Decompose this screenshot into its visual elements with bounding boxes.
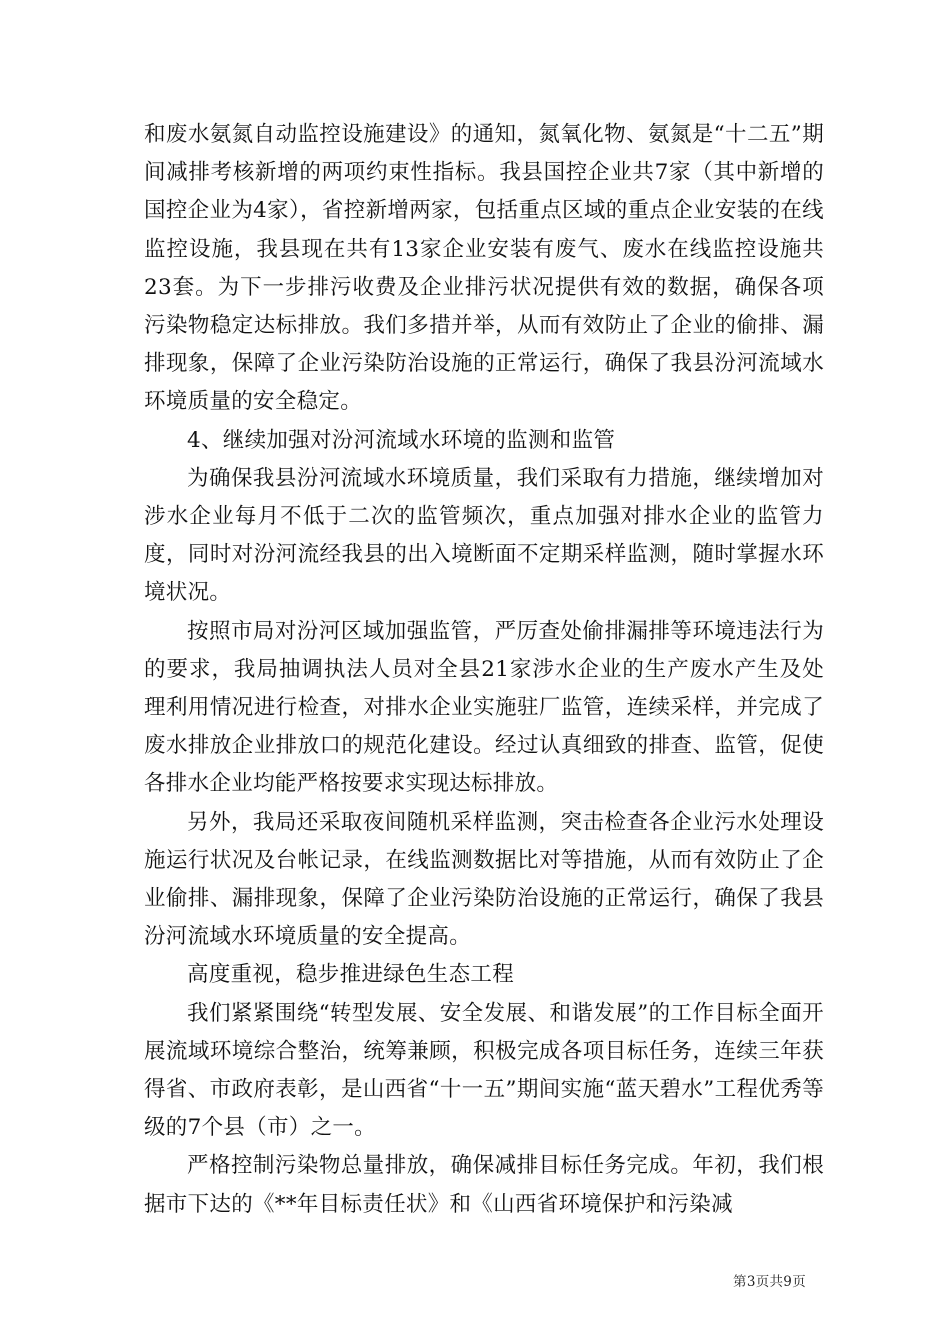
paragraph-water-quality: 为确保我县汾河流域水环境质量，我们采取有力措施，继续增加对涉水企业每月不低于二次的监管频次，重点加强对排水企业的监管力度，同时对汾河流经我县的出入境断面不定期采样监测，随时掌握水环境状况。	[144, 465, 824, 606]
section-heading-green-ecology: 高度重视，稳步推进绿色生态工程	[187, 962, 515, 988]
page-number-footer: 第3页共9页	[733, 1274, 806, 1290]
document-body	[144, 116, 824, 1224]
paragraph-continuation: 和废水氨氮自动监控设施建设》的通知，氮氧化物、氨氮是“十二五”期间减排考核新增的两项约束性指标。我县国控企业共7家（其中新增的国控企业为4家），省控新增两家，包括重点区域的重点企业安装的在线监控设施，我县现在共有13家企业安装有废气、废水在线监控设施共23套。为下一步排污收费及企业排污状况提供有效的数据，确保各项污染物稳定达标排放。我们多措并举，从而有效防止了企业的偷排、漏排现象，保障了企业污染防治设施的正常运行，确保了我县汾河流域水环境质量的安全稳定。	[144, 122, 824, 415]
section-heading-monitoring: 4、继续加强对汾河流域水环境的监测和监管	[187, 427, 616, 453]
paragraph-night-sampling: 另外，我局还采取夜间随机采样监测，突击检查各企业污水处理设施运行状况及台帐记录，在线监测数据比对等措施，从而有效防止了企业偷排、漏排现象，保障了企业污染防治设施的正常运行，确保了我县汾河流域水环境质量的安全提高。	[144, 809, 824, 950]
paragraph-emission-control: 严格控制污染物总量排放，确保减排目标任务完成。年初，我们根据市下达的《**年目标责任状》和《山西省环境保护和污染减	[144, 1153, 824, 1217]
paragraph-inspection: 按照市局对汾河区域加强监管，严厉查处偷排漏排等环境违法行为的要求，我局抽调执法人员对全县21家涉水企业的生产废水产生及处理利用情况进行检查，对排水企业实施驻厂监管，连续采样，并完成了废水排放企业排放口的规范化建设。经过认真细致的排查、监管，促使各排水企业均能严格按要求实现达标排放。	[144, 618, 824, 797]
paragraph-work-goals: 我们紧紧围绕“转型发展、安全发展、和谐发展”的工作目标全面开展流域环境综合整治，统筹兼顾，积极完成各项目标任务，连续三年获得省、市政府表彰，是山西省“十一五”期间实施“蓝天碧水”工程优秀等级的7个县（市）之一。	[144, 1000, 824, 1141]
